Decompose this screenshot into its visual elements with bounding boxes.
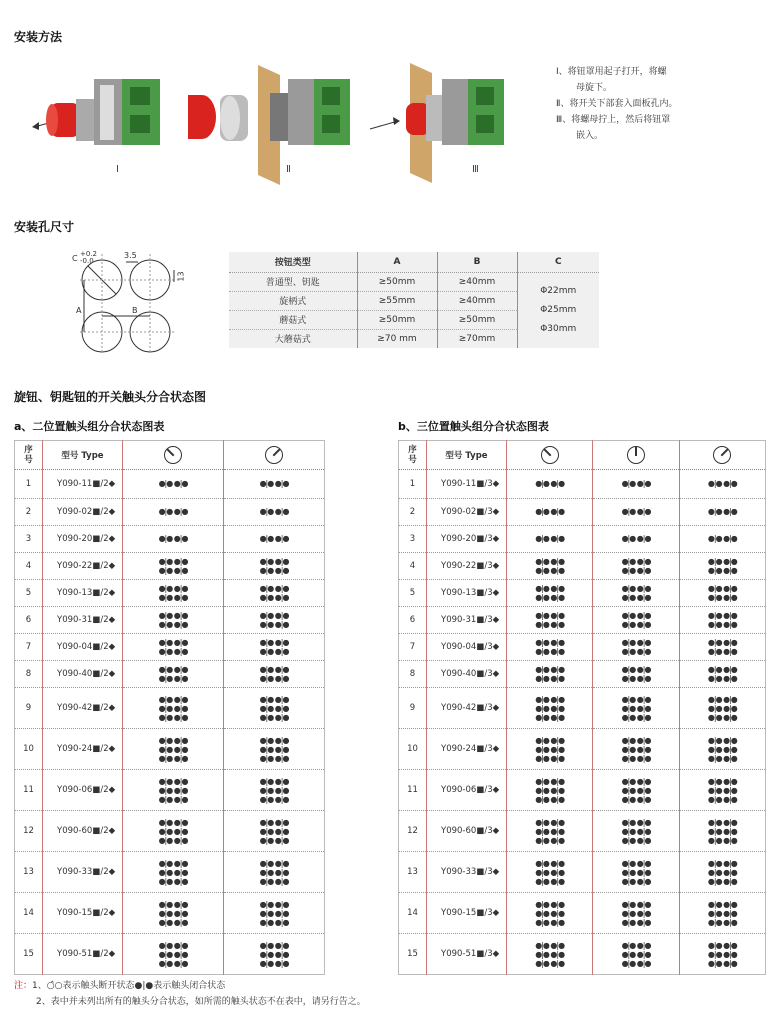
selector-dial-icon [627, 446, 645, 464]
contact-state-symbol: ●|● ●|● ●|● ●|● [158, 665, 188, 683]
contact-table-a: 序 号 型号 Type 1 Y090-11■/2◆ ●|● ●|● ●|● ●|● 2 Y090-02■/2◆ ●|● ●|● ●|● ●|● 3 Y090-20■/2◆ ●|● ●|● ●|● ●|● 4 Y090-22■/2◆ ●|● ●|● ●|● ●|● ●|● ●|● ●|● ●|● 5 Y090-13■/2◆ ●|● ●|● ●|● ●|● ●|● ●|● ●|● ●|● 6 Y090-31■/2◆ ●|● ●|● ●|● ●|● ●|● ●|● ●|● ●|● 7 Y090-04■/2◆ ●|● ●|● ●|● ●|● ●|● ●|● ●|● ●|● 8 Y090-40■/2◆ ●|● ●|● ●|● ●|● ●|● ●|● ●|● ●|● 9 Y090-42■/2◆ ●|● ●|● ●|● ●|● ●|● ●|● ●|● ●|● ●|● ●|● ●|● ●|● 10 Y090-24■/2◆ ●|● ●|● ●|● ●|● ●|● ●|● ●|● ●|● ●|● ●|● ●|● ●|● 11 Y090-06■/2◆ ●|● ●|● ●|● ●|● ●|● ●|● ●|● ●|● ●|● ●|● ●|● ●|● 12 Y090-60■/2◆ ●|● ●|● ●|● ●|● ●|● ●|● ●|● ●|● ●|● ●|● ●|● ●|● 13 Y090-33■/2◆ ●|● ●|● ●|● ●|● ●|● ●|● ●|● ●|● ●|● ●|● ●|● ●|● 14 Y090-15■/2◆ ●|● ●|● ●|● ●|● ●|● ●|● ●|● ●|● ●|● ●|● ●|● ●|● 15 Y090-51■/2◆ ●|● ●|● ●|● ●|● ●|● ●|● ●|● ●|● ●|● ●|● ●|● ●|● [14, 440, 325, 975]
contact-state-symbol: ●|● ●|● ●|● ●|● ●|● ●|● [621, 776, 651, 804]
contact-row: 14 Y090-15■/3◆ ●|● ●|● ●|● ●|● ●|● ●|● ●|● ●|● ●|● ●|● ●|● ●|● ●|● ●|● ●|● ●|● ●|● ●|● [399, 893, 766, 934]
contact-row: 15 Y090-51■/2◆ ●|● ●|● ●|● ●|● ●|● ●|● ●|● ●|● ●|● ●|● ●|● ●|● [15, 934, 325, 975]
open-contact-symbol: ○̂○ [46, 981, 63, 991]
contact-state-symbol: ●|● ●|● [707, 507, 737, 516]
contact-state-symbol: ●|● ●|● ●|● ●|● [621, 584, 651, 602]
install-step-1: Ⅰ、将钮罩用起子打开，将螺 [556, 67, 667, 77]
contact-state-symbol: ●|● ●|● ●|● ●|● [158, 611, 188, 629]
contact-state-symbol: ●|● ●|● ●|● ●|● ●|● ●|● [259, 899, 289, 927]
contact-state-symbol: ●|● ●|● [621, 534, 651, 543]
hole-row: 大蘑菇式 ≥70 mm ≥70mm [229, 329, 599, 348]
contact-state-symbol: ●|● ●|● [158, 479, 188, 488]
contact-state-symbol: ●|● ●|● [259, 479, 289, 488]
contact-state-symbol: ●|● ●|● ●|● ●|● [535, 638, 565, 656]
contact-state-symbol: ●|● ●|● [707, 479, 737, 488]
contact-row: 12 Y090-60■/2◆ ●|● ●|● ●|● ●|● ●|● ●|● ●|● ●|● ●|● ●|● ●|● ●|● [15, 811, 325, 852]
contact-state-symbol: ●|● ●|● ●|● ●|● ●|● ●|● [707, 899, 737, 927]
dim-a: A [76, 306, 82, 315]
contact-state-symbol: ●|● ●|● [535, 534, 565, 543]
contact-row: 4 Y090-22■/3◆ ●|● ●|● ●|● ●|● ●|● ●|● ●|● ●|● ●|● ●|● ●|● ●|● [399, 553, 766, 580]
contact-state-symbol: ●|● ●|● ●|● ●|● ●|● ●|● [259, 817, 289, 845]
contact-state-symbol: ●|● ●|● ●|● ●|● ●|● ●|● [621, 694, 651, 722]
contact-state-symbol: ●|● ●|● ●|● ●|● ●|● ●|● [158, 735, 188, 763]
contact-state-symbol: ●|● ●|● ●|● ●|● ●|● ●|● [158, 940, 188, 968]
contact-row: 13 Y090-33■/3◆ ●|● ●|● ●|● ●|● ●|● ●|● ●|● ●|● ●|● ●|● ●|● ●|● ●|● ●|● ●|● ●|● ●|● ●|● [399, 852, 766, 893]
contact-row: 1 Y090-11■/2◆ ●|● ●|● ●|● ●|● [15, 470, 325, 499]
hole-row: 旋柄式 ≥55mm ≥40mm [229, 291, 599, 310]
contact-state-symbol: ●|● ●|● ●|● ●|● ●|● ●|● [535, 899, 565, 927]
contact-state-symbol: ●|● ●|● ●|● ●|● ●|● ●|● [621, 858, 651, 886]
contact-row: 1 Y090-11■/3◆ ●|● ●|● ●|● ●|● ●|● ●|● [399, 470, 766, 499]
switch-figure-3 [370, 63, 504, 183]
contact-state-symbol: ●|● ●|● ●|● ●|● ●|● ●|● [259, 776, 289, 804]
contact-state-symbol: ●|● ●|● ●|● ●|● ●|● ●|● [259, 694, 289, 722]
dim-tolerance: +0.2 -0.0 [80, 250, 97, 265]
hole-size-table: 按钮类型 A B C 普通型、钥匙 ≥50mm ≥40mm Φ22mm Φ25mm Φ30mm 旋柄式 ≥55mm ≥40mm 蘑菇式 ≥50mm ≥50mm 大蘑菇式 ≥70 mm ≥70mm [229, 252, 599, 348]
contact-state-symbol: ●|● ●|● ●|● ●|● ●|● ●|● [621, 899, 651, 927]
install-step-3: Ⅲ、将螺母拧上，然后将钮罩 [556, 115, 671, 125]
contact-row: 3 Y090-20■/3◆ ●|● ●|● ●|● ●|● ●|● ●|● [399, 526, 766, 553]
install-figures [30, 55, 520, 185]
contact-state-symbol: ●|● ●|● ●|● ●|● ●|● ●|● [707, 735, 737, 763]
contact-state-symbol: ●|● ●|● ●|● ●|● [621, 557, 651, 575]
figure-label-3: Ⅲ [472, 164, 479, 175]
holes-heading: 安装孔尺寸 [14, 220, 75, 234]
contacts-heading: 旋钮、钥匙钮的开关触头分合状态图 [14, 390, 207, 404]
contact-state-symbol: ●|● ●|● [621, 507, 651, 516]
dim-b: B [132, 306, 138, 315]
contact-state-symbol: ●|● ●|● ●|● ●|● ●|● ●|● [535, 735, 565, 763]
contact-state-symbol: ●|● ●|● [707, 534, 737, 543]
contact-row: 8 Y090-40■/2◆ ●|● ●|● ●|● ●|● ●|● ●|● ●|● ●|● [15, 661, 325, 688]
contact-state-symbol: ●|● ●|● ●|● ●|● ●|● ●|● [621, 735, 651, 763]
contact-state-symbol: ●|● ●|● ●|● ●|● ●|● ●|● [158, 899, 188, 927]
table-b-heading: b、三位置触头组分合状态图表 [398, 420, 549, 433]
table-a-heading: a、二位置触头组分合状态图表 [14, 420, 165, 433]
figure-label-2: Ⅱ [286, 164, 291, 175]
contact-state-symbol: ●|● ●|● ●|● ●|● ●|● ●|● [158, 817, 188, 845]
contact-state-symbol: ●|● ●|● ●|● ●|● ●|● ●|● [535, 694, 565, 722]
contact-state-symbol: ●|● ●|● [535, 479, 565, 488]
contact-table-b: 序 号 型号 Type 1 Y090-11■/3◆ ●|● ●|● ●|● ●|● ●|● ●|● 2 Y090-02■/3◆ ●|● ●|● ●|● ●|● ●|● ●|● 3 Y090-20■/3◆ ●|● ●|● ●|● ●|● ●|● ●|● 4 Y090-22■/3◆ ●|● ●|● ●|● ●|● ●|● ●|● ●|● ●|● ●|● ●|● ●|● ●|● 5 Y090-13■/3◆ ●|● ●|● ●|● ●|● ●|● ●|● ●|● ●|● ●|● ●|● ●|● ●|● 6 Y090-31■/3◆ ●|● ●|● ●|● ●|● ●|● ●|● ●|● ●|● ●|● ●|● ●|● ●|● 7 Y090-04■/3◆ ●|● ●|● ●|● ●|● ●|● ●|● ●|● ●|● ●|● ●|● ●|● ●|● 8 Y090-40■/3◆ ●|● ●|● ●|● ●|● ●|● ●|● ●|● ●|● ●|● ●|● ●|● ●|● 9 Y090-42■/3◆ ●|● ●|● ●|● ●|● ●|● ●|● ●|● ●|● ●|● ●|● ●|● ●|● ●|● ●|● ●|● ●|● ●|● ●|● 10 Y090-24■/3◆ ●|● ●|● ●|● ●|● ●|● ●|● ●|● ●|● ●|● ●|● ●|● ●|● ●|● ●|● ●|● ●|● ●|● ●|● 11 Y090-06■/3◆ ●|● ●|● ●|● ●|● ●|● ●|● ●|● ●|● ●|● ●|● ●|● ●|● ●|● ●|● ●|● ●|● ●|● ●|● 12 Y090-60■/3◆ ●|● ●|● ●|● ●|● ●|● ●|● ●|● ●|● ●|● ●|● ●|● ●|● ●|● ●|● ●|● ●|● ●|● ●|● 13 Y090-33■/3◆ ●|● ●|● ●|● ●|● ●|● ●|● ●|● ●|● ●|● ●|● ●|● ●|● ●|● ●|● ●|● ●|● ●|● ●|● 14 Y090-15■/3◆ ●|● ●|● ●|● ●|● ●|● ●|● ●|● ●|● ●|● ●|● ●|● ●|● ●|● ●|● ●|● ●|● ●|● ●|● 15 Y090-51■/3◆ ●|● ●|● ●|● ●|● ●|● ●|● ●|● ●|● ●|● ●|● ●|● ●|● ●|● ●|● ●|● ●|● ●|● ●|● [398, 440, 766, 975]
contact-state-symbol: ●|● ●|● ●|● ●|● ●|● ●|● [259, 858, 289, 886]
contact-state-symbol: ●|● ●|● [158, 534, 188, 543]
install-heading: 安装方法 [14, 30, 63, 44]
closed-contact-symbol: ●|● [134, 981, 154, 991]
contact-state-symbol: ●|● ●|● ●|● ●|● [158, 584, 188, 602]
contact-state-symbol: ●|● ●|● ●|● ●|● ●|● ●|● [158, 694, 188, 722]
hole-row: 普通型、钥匙 ≥50mm ≥40mm Φ22mm Φ25mm Φ30mm [229, 272, 599, 291]
contact-state-symbol: ●|● ●|● ●|● ●|● [535, 611, 565, 629]
contact-state-symbol: ●|● ●|● ●|● ●|● [158, 557, 188, 575]
dim-3-5: 3.5 [124, 251, 137, 260]
contact-state-symbol: ●|● ●|● ●|● ●|● ●|● ●|● [158, 858, 188, 886]
contact-state-symbol: ●|● ●|● ●|● ●|● [621, 665, 651, 683]
contact-row: 8 Y090-40■/3◆ ●|● ●|● ●|● ●|● ●|● ●|● ●|● ●|● ●|● ●|● ●|● ●|● [399, 661, 766, 688]
contact-state-symbol: ●|● ●|● ●|● ●|● ●|● ●|● [259, 735, 289, 763]
hole-row: 蘑菇式 ≥50mm ≥50mm [229, 310, 599, 329]
contact-state-symbol: ●|● ●|● ●|● ●|● [259, 611, 289, 629]
notes: 注：1、○̂○表示触头断开状态●|●表示触头闭合状态 2、表中并未列出所有的触头分合状态，如所需的触头状态不在表中，请另行告之。 [14, 981, 366, 1007]
contact-row: 11 Y090-06■/2◆ ●|● ●|● ●|● ●|● ●|● ●|● ●|● ●|● ●|● ●|● ●|● ●|● [15, 770, 325, 811]
contact-state-symbol: ●|● ●|● [535, 507, 565, 516]
contact-state-symbol: ●|● ●|● ●|● ●|● ●|● ●|● [621, 940, 651, 968]
selector-dial-icon [541, 446, 559, 464]
contact-row: 5 Y090-13■/3◆ ●|● ●|● ●|● ●|● ●|● ●|● ●|● ●|● ●|● ●|● ●|● ●|● [399, 580, 766, 607]
contact-state-symbol: ●|● ●|● ●|● ●|● ●|● ●|● [707, 776, 737, 804]
contact-state-symbol: ●|● ●|● ●|● ●|● [621, 611, 651, 629]
contact-state-symbol: ●|● ●|● ●|● ●|● [535, 665, 565, 683]
install-step-2: Ⅱ、将开关下部套入面板孔内。 [556, 99, 678, 109]
contact-state-symbol: ●|● ●|● ●|● ●|● ●|● ●|● [707, 817, 737, 845]
contact-row: 11 Y090-06■/3◆ ●|● ●|● ●|● ●|● ●|● ●|● ●|● ●|● ●|● ●|● ●|● ●|● ●|● ●|● ●|● ●|● ●|● ●|● [399, 770, 766, 811]
contact-row: 6 Y090-31■/3◆ ●|● ●|● ●|● ●|● ●|● ●|● ●|● ●|● ●|● ●|● ●|● ●|● [399, 607, 766, 634]
contact-state-symbol: ●|● ●|● [158, 507, 188, 516]
contact-row: 9 Y090-42■/2◆ ●|● ●|● ●|● ●|● ●|● ●|● ●|● ●|● ●|● ●|● ●|● ●|● [15, 688, 325, 729]
contact-state-symbol: ●|● ●|● ●|● ●|● ●|● ●|● [535, 858, 565, 886]
selector-dial-icon [265, 446, 283, 464]
contact-state-symbol: ●|● ●|● ●|● ●|● ●|● ●|● [535, 817, 565, 845]
contact-state-symbol: ●|● ●|● ●|● ●|● [707, 584, 737, 602]
contact-state-symbol: ●|● ●|● ●|● ●|● ●|● ●|● [535, 776, 565, 804]
contact-state-symbol: ●|● ●|● ●|● ●|● [259, 665, 289, 683]
contact-row: 3 Y090-20■/2◆ ●|● ●|● ●|● ●|● [15, 526, 325, 553]
contact-state-symbol: ●|● ●|● ●|● ●|● [158, 638, 188, 656]
switch-figure-2 [188, 65, 350, 185]
selector-dial-icon [164, 446, 182, 464]
contact-state-symbol: ●|● ●|● ●|● ●|● [535, 557, 565, 575]
install-instructions: Ⅰ、将钮罩用起子打开，将螺 母旋下。 Ⅱ、将开关下部套入面板孔内。 Ⅲ、将螺母拧上，然后将钮罩 嵌入。 [556, 64, 766, 144]
dim-c: C [72, 254, 78, 263]
contact-row: 2 Y090-02■/2◆ ●|● ●|● ●|● ●|● [15, 499, 325, 526]
contact-state-symbol: ●|● ●|● ●|● ●|● ●|● ●|● [535, 940, 565, 968]
selector-dial-icon [713, 446, 731, 464]
contact-row: 4 Y090-22■/2◆ ●|● ●|● ●|● ●|● ●|● ●|● ●|● ●|● [15, 553, 325, 580]
contact-row: 2 Y090-02■/3◆ ●|● ●|● ●|● ●|● ●|● ●|● [399, 499, 766, 526]
contact-state-symbol: ●|● ●|● ●|● ●|● ●|● ●|● [707, 694, 737, 722]
contact-state-symbol: ●|● ●|● ●|● ●|● ●|● ●|● [707, 858, 737, 886]
contact-state-symbol: ●|● ●|● ●|● ●|● [621, 638, 651, 656]
contact-state-symbol: ●|● ●|● [621, 479, 651, 488]
hole-diagram [70, 250, 200, 360]
switch-figure-1 [32, 79, 160, 145]
contact-row: 14 Y090-15■/2◆ ●|● ●|● ●|● ●|● ●|● ●|● ●|● ●|● ●|● ●|● ●|● ●|● [15, 893, 325, 934]
contact-row: 15 Y090-51■/3◆ ●|● ●|● ●|● ●|● ●|● ●|● ●|● ●|● ●|● ●|● ●|● ●|● ●|● ●|● ●|● ●|● ●|● ●|● [399, 934, 766, 975]
contact-state-symbol: ●|● ●|● [259, 534, 289, 543]
contact-state-symbol: ●|● ●|● ●|● ●|● ●|● ●|● [158, 776, 188, 804]
contact-row: 12 Y090-60■/3◆ ●|● ●|● ●|● ●|● ●|● ●|● ●|● ●|● ●|● ●|● ●|● ●|● ●|● ●|● ●|● ●|● ●|● ●|● [399, 811, 766, 852]
contact-state-symbol: ●|● ●|● ●|● ●|● ●|● ●|● [621, 817, 651, 845]
contact-row: 7 Y090-04■/2◆ ●|● ●|● ●|● ●|● ●|● ●|● ●|● ●|● [15, 634, 325, 661]
contact-state-symbol: ●|● ●|● ●|● ●|● [259, 638, 289, 656]
contact-state-symbol: ●|● ●|● [259, 507, 289, 516]
dim-13: 13 [176, 271, 186, 282]
contact-state-symbol: ●|● ●|● ●|● ●|● [707, 638, 737, 656]
contact-state-symbol: ●|● ●|● ●|● ●|● [259, 584, 289, 602]
contact-row: 9 Y090-42■/3◆ ●|● ●|● ●|● ●|● ●|● ●|● ●|● ●|● ●|● ●|● ●|● ●|● ●|● ●|● ●|● ●|● ●|● ●|● [399, 688, 766, 729]
contact-state-symbol: ●|● ●|● ●|● ●|● ●|● ●|● [259, 940, 289, 968]
contact-row: 6 Y090-31■/2◆ ●|● ●|● ●|● ●|● ●|● ●|● ●|● ●|● [15, 607, 325, 634]
figure-label-1: Ⅰ [116, 164, 119, 175]
contact-state-symbol: ●|● ●|● ●|● ●|● [259, 557, 289, 575]
contact-row: 5 Y090-13■/2◆ ●|● ●|● ●|● ●|● ●|● ●|● ●|● ●|● [15, 580, 325, 607]
contact-row: 10 Y090-24■/3◆ ●|● ●|● ●|● ●|● ●|● ●|● ●|● ●|● ●|● ●|● ●|● ●|● ●|● ●|● ●|● ●|● ●|● ●|● [399, 729, 766, 770]
contact-row: 10 Y090-24■/2◆ ●|● ●|● ●|● ●|● ●|● ●|● ●|● ●|● ●|● ●|● ●|● ●|● [15, 729, 325, 770]
contact-state-symbol: ●|● ●|● ●|● ●|● [707, 557, 737, 575]
contact-state-symbol: ●|● ●|● ●|● ●|● [707, 611, 737, 629]
contact-state-symbol: ●|● ●|● ●|● ●|● [535, 584, 565, 602]
contact-row: 7 Y090-04■/3◆ ●|● ●|● ●|● ●|● ●|● ●|● ●|● ●|● ●|● ●|● ●|● ●|● [399, 634, 766, 661]
contact-state-symbol: ●|● ●|● ●|● ●|● ●|● ●|● [707, 940, 737, 968]
contact-row: 13 Y090-33■/2◆ ●|● ●|● ●|● ●|● ●|● ●|● ●|● ●|● ●|● ●|● ●|● ●|● [15, 852, 325, 893]
contact-state-symbol: ●|● ●|● ●|● ●|● [707, 665, 737, 683]
